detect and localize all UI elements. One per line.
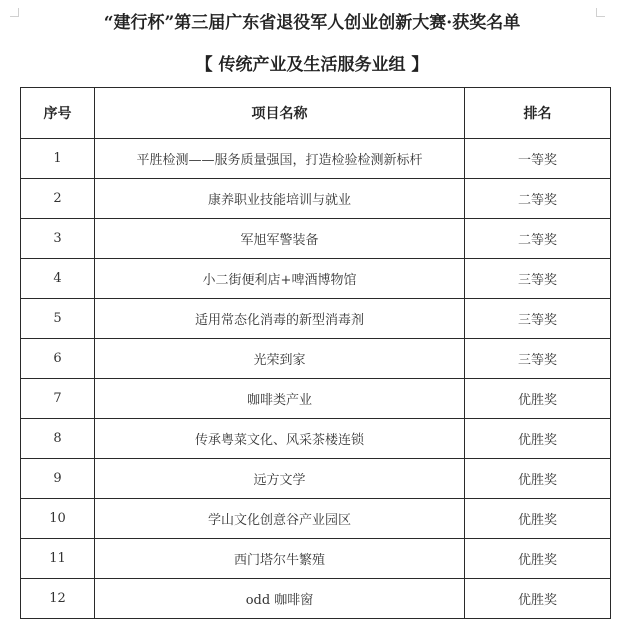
row-project-name: 军旭军警装备 xyxy=(95,219,465,259)
table-row xyxy=(21,379,611,419)
table-row xyxy=(21,139,611,179)
row-number: 4 xyxy=(21,259,95,299)
row-number: 2 xyxy=(21,179,95,219)
table-header-row xyxy=(21,88,611,139)
row-number: 1 xyxy=(21,139,95,179)
row-number: 10 xyxy=(21,499,95,539)
row-rank: 一等奖 xyxy=(465,139,611,179)
row-rank: 二等奖 xyxy=(465,179,611,219)
row-number: 12 xyxy=(21,579,95,619)
row-number: 5 xyxy=(21,299,95,339)
row-rank: 优胜奖 xyxy=(465,419,611,459)
row-project-name: 光荣到家 xyxy=(95,339,465,379)
table-row xyxy=(21,339,611,379)
row-project-name: 咖啡类产业 xyxy=(95,379,465,419)
table-row xyxy=(21,579,611,619)
row-rank: 优胜奖 xyxy=(465,459,611,499)
row-rank: 三等奖 xyxy=(465,259,611,299)
table-row xyxy=(21,459,611,499)
row-number: 9 xyxy=(21,459,95,499)
table-row xyxy=(21,219,611,259)
row-number: 8 xyxy=(21,419,95,459)
table-row xyxy=(21,299,611,339)
header-rank: 排名 xyxy=(465,88,611,139)
row-number: 6 xyxy=(21,339,95,379)
row-rank: 优胜奖 xyxy=(465,499,611,539)
row-project-name: 远方文学 xyxy=(95,459,465,499)
row-project-name: 小二街便利店+啤酒博物馆 xyxy=(95,259,465,299)
row-project-name: 学山文化创意谷产业园区 xyxy=(95,499,465,539)
row-number: 3 xyxy=(21,219,95,259)
row-project-name: 传承粤菜文化、风采茶楼连锁 xyxy=(95,419,465,459)
document-subtitle: 【 传统产业及生活服务业组 】 xyxy=(195,55,429,75)
row-project-name: odd 咖啡窗 xyxy=(95,579,465,619)
row-project-name: 平胜检测——服务质量强国，打造检验检测新标杆 xyxy=(95,139,465,179)
header-number: 序号 xyxy=(21,88,95,139)
row-rank: 三等奖 xyxy=(465,299,611,339)
table-row xyxy=(21,499,611,539)
row-number: 7 xyxy=(21,379,95,419)
row-rank: 优胜奖 xyxy=(465,379,611,419)
row-project-name: 适用常态化消毒的新型消毒剂 xyxy=(95,299,465,339)
row-rank: 二等奖 xyxy=(465,219,611,259)
table-row xyxy=(21,419,611,459)
document-title: “建行杯”第三届广东省退役军人创业创新大赛·获奖名单 xyxy=(103,13,521,33)
row-project-name: 康养职业技能培训与就业 xyxy=(95,179,465,219)
row-number: 11 xyxy=(21,539,95,579)
row-project-name: 西门塔尔牛繁殖 xyxy=(95,539,465,579)
table-row xyxy=(21,539,611,579)
row-rank: 三等奖 xyxy=(465,339,611,379)
row-rank: 优胜奖 xyxy=(465,539,611,579)
awards-table xyxy=(20,87,611,619)
table-row xyxy=(21,179,611,219)
row-rank: 优胜奖 xyxy=(465,579,611,619)
table-row xyxy=(21,259,611,299)
header-project-name: 项目名称 xyxy=(95,88,465,139)
